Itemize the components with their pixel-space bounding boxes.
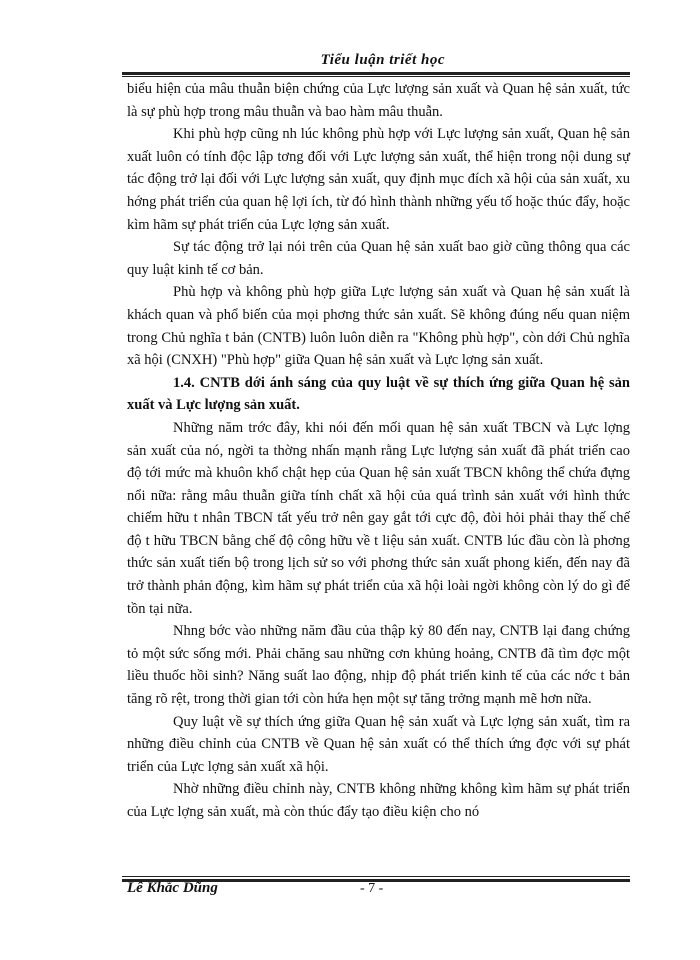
paragraph: Khi phù hợp cũng nh lúc không phù hợp với Lực lượng sản xuất, Quan hệ sản xuất luôn có tính độc lập tơng đối với Lực lượng sản xuất, thể hiện trong nội dung sự tác động trở lại đối với Lực lượng sản xuất, quy định mục đích xã hội của sản xuất, xu hớng phát triển của quan hệ lợi ích, từ đó hình thành những yếu tố hoặc thúc đẩy, hoặc kìm hãm sự phát triển của Lực lợng sản xuất.	[127, 126, 630, 233]
paragraph: Sự tác động trở lại nói trên của Quan hệ sản xuất bao giờ cũng thông qua các quy luật kinh tế cơ bản.	[127, 239, 630, 278]
header-title: Tiểu luận triết học	[320, 52, 445, 68]
paragraph: Nhng bớc vào những năm đầu của thập kỷ 80 đến nay, CNTB lại đang chứng tỏ một sức sống mới. Phải chăng sau những cơn khủng hoảng, CNTB đã tìm đợc một liều thuốc hồi sinh? Năng suất lao động, nhịp độ phát triển kinh tế của các nớc t bản tăng rõ rệt, trong thời gian tới còn hứa hẹn một sự tăng trởng mạnh mẽ hơn nữa.	[127, 623, 630, 708]
paragraph: Những năm trớc đây, khi nói đến mối quan hệ sản xuất TBCN và Lực lợng sản xuất của nó, ngời ta thờng nhấn mạnh rằng Lực lượng sản xuất đã phát triển cao độ tới mức mà khuôn khổ chật hẹp của Quan hệ sản xuất TBCN không thể chứa đựng nổi nữa: rằng mâu thuẫn giữa tính chất xã hội của quá trình sản xuất với hình thức chiếm hữu t nhân TBCN tất yếu trở nên gay gắt tới cực độ, đòi hỏi phải thay thế chế độ t hữu TBCN bằng chế độ công hữu về t liệu sản xuất. CNTB lúc đầu còn là phơng thức sản xuất tiến bộ trong lịch sử so với phơng thức sản xuất phong kiến, đến nay đã trở thành phản động, kìm hãm sự phát triển của xã hội loài ngời không còn lý do gì để tồn tại nữa.	[127, 419, 630, 617]
header-rule-thin	[122, 76, 630, 77]
header-rule	[122, 72, 630, 75]
paragraph: Phù hợp và không phù hợp giữa Lực lượng sản xuất và Quan hệ sản xuất là khách quan và phổ biến của mọi phơng thức sản xuất. Sẽ không đúng nếu quan niệm trong Chủ nghĩa t bản (CNTB) luôn luôn diễn ra "Không phù hợp", còn dới Chủ nghĩa xã hội (CNXH) "Phù hợp" giữa Quan hệ sản xuất và Lực lợng sản xuất.	[127, 284, 630, 369]
page-number: - 7 -	[360, 881, 384, 896]
footer-rule-thin	[122, 876, 630, 877]
paragraph: biểu hiện của mâu thuẫn biện chứng của Lực lượng sản xuất và Quan hệ sản xuất, tức là sự phù hợp trong mâu thuẫn và bao hàm mâu thuẫn.	[127, 81, 630, 120]
paragraph: Nhờ những điều chỉnh này, CNTB không những không kìm hãm sự phát triển của Lực lợng sản xuất, mà còn thúc đẩy tạo điều kiện cho nó	[127, 781, 630, 820]
paragraph: Quy luật về sự thích ứng giữa Quan hệ sản xuất và Lực lợng sản xuất, tìm ra những điều chỉnh của CNTB về Quan hệ sản xuất có thể thích ứng đợc với sự phát triển của Lực lợng sản xuất xã hội.	[127, 713, 630, 775]
section-heading: 1.4. CNTB dới ánh sáng của quy luật về sự thích ứng giữa Quan hệ sản xuất và Lực lượng sản xuất.	[127, 374, 630, 414]
document-body	[127, 78, 630, 824]
footer-author: Lê Khắc Dũng	[127, 880, 218, 896]
